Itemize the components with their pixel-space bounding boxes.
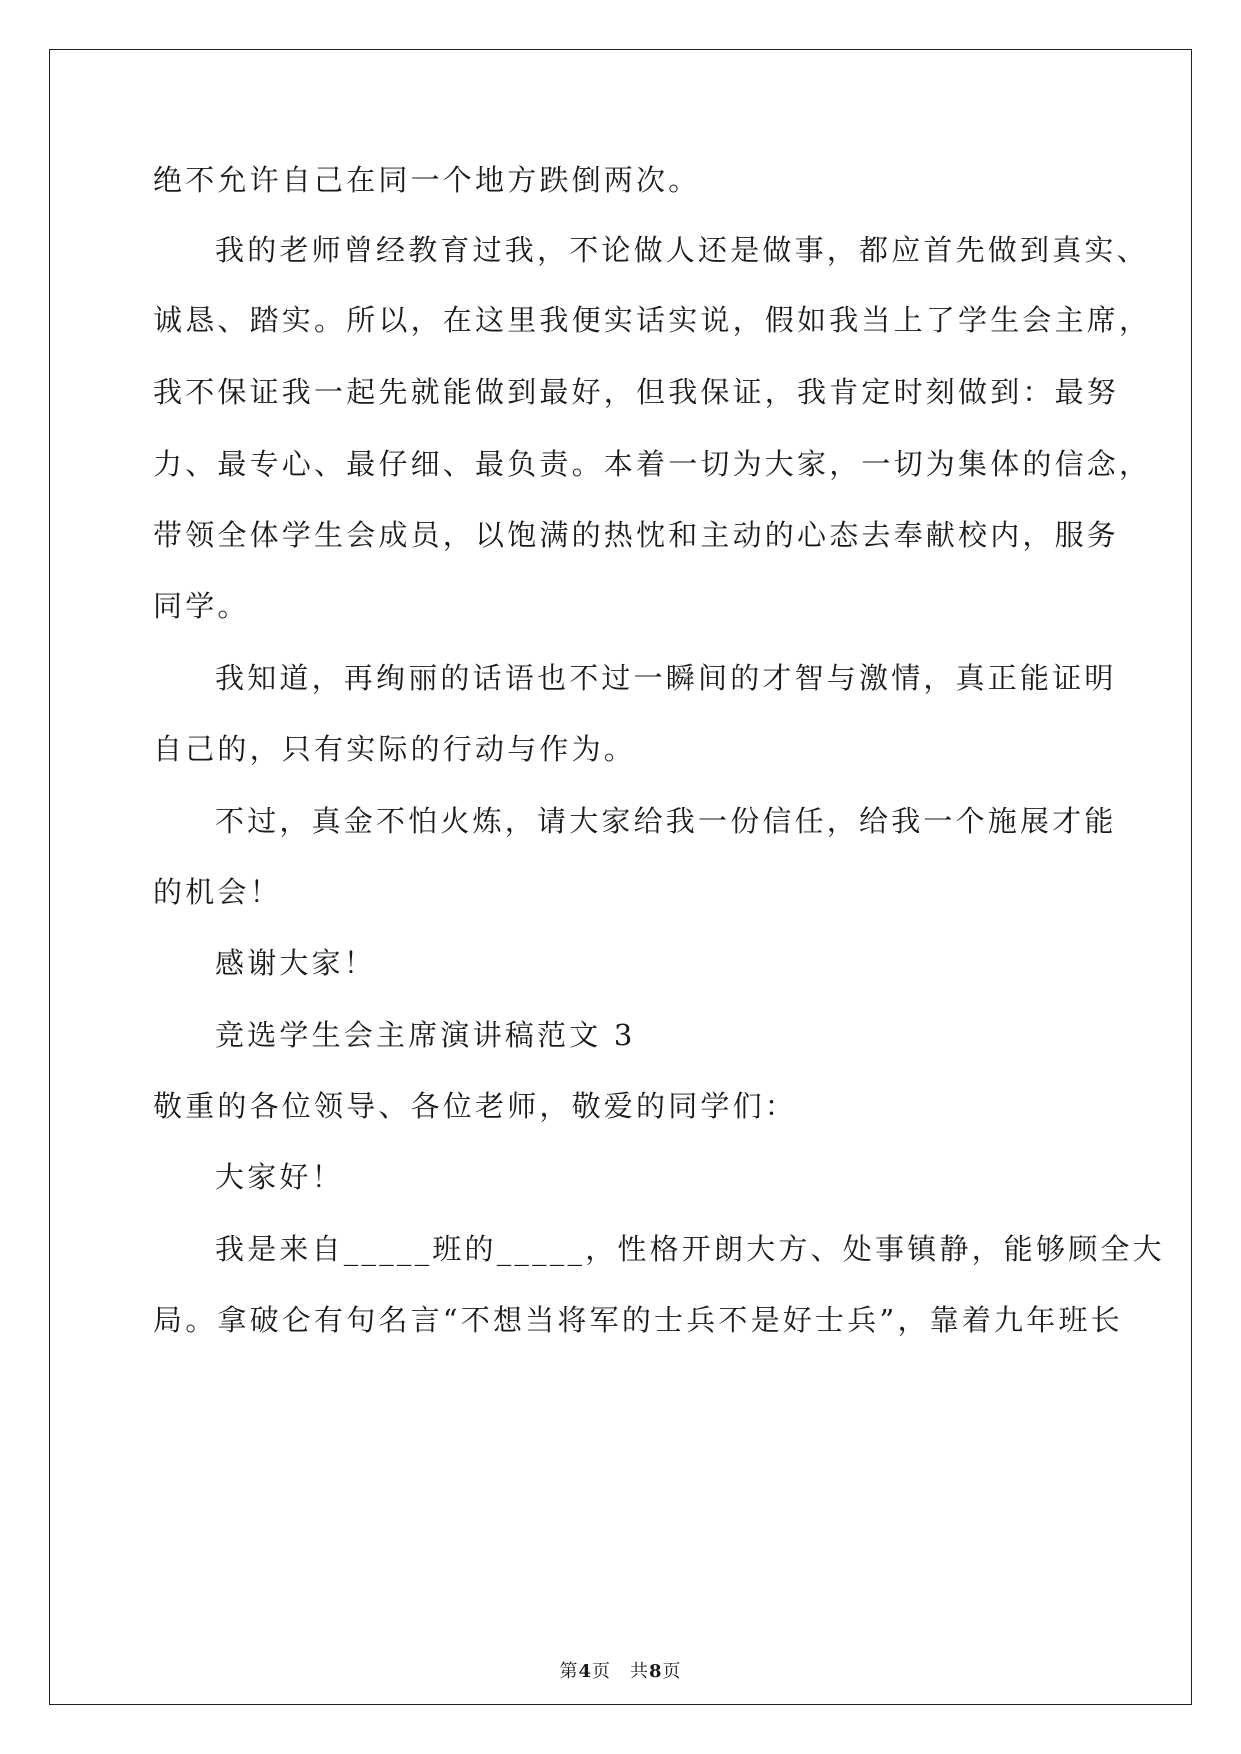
text-line: 带领全体学生会成员，以饱满的热忱和主动的心态去奉献校内，服务 bbox=[153, 518, 1120, 552]
page-number-footer bbox=[0, 1657, 1241, 1683]
footer-mid: 页 共 bbox=[592, 1661, 649, 1682]
text-line: 局。拿破仑有句名言“不想当将军的士兵不是好士兵”，靠着九年班长 bbox=[153, 1303, 1123, 1337]
text-line: 的机会！ bbox=[153, 875, 282, 909]
text-line: 绝不允许自己在同一个地方跌倒两次。 bbox=[153, 163, 701, 197]
text-line: 同学。 bbox=[153, 589, 250, 623]
salutation-line: 敬重的各位领导、各位老师，敬爱的同学们： bbox=[153, 1089, 798, 1123]
paragraph-start-line: 我的老师曾经教育过我，不论做人还是做事，都应首先做到真实、 bbox=[215, 233, 1149, 267]
paragraph-start-line: 我知道，再绚丽的话语也不过一瞬间的才智与激情，真正能证明 bbox=[215, 661, 1117, 695]
section-title: 竞选学生会主席演讲稿范文 3 bbox=[215, 1018, 636, 1052]
greeting-line: 大家好！ bbox=[215, 1160, 344, 1194]
text-line: 我不保证我一起先就能做到最好，但我保证，我肯定时刻做到：最努 bbox=[153, 375, 1120, 409]
current-page-number: 4 bbox=[578, 1661, 592, 1682]
closing-line: 感谢大家！ bbox=[215, 946, 377, 980]
text-line: 力、最专心、最仔细、最负责。本着一切为大家，一切为集体的信念， bbox=[153, 447, 1152, 481]
paragraph-start-line: 不过，真金不怕火炼，请大家给我一份信任，给我一个施展才能 bbox=[215, 804, 1117, 838]
text-line: 自己的，只有实际的行动与作为。 bbox=[153, 732, 637, 766]
footer-prefix: 第 bbox=[559, 1661, 579, 1682]
total-page-number: 8 bbox=[649, 1661, 663, 1682]
text-line: 诚恳、踏实。所以，在这里我便实话实说，假如我当上了学生会主席， bbox=[153, 303, 1152, 337]
paragraph-start-line: 我是来自_____班的_____，性格开朗大方、处事镇静，能够顾全大 bbox=[215, 1232, 1165, 1266]
footer-suffix: 页 bbox=[662, 1661, 682, 1682]
